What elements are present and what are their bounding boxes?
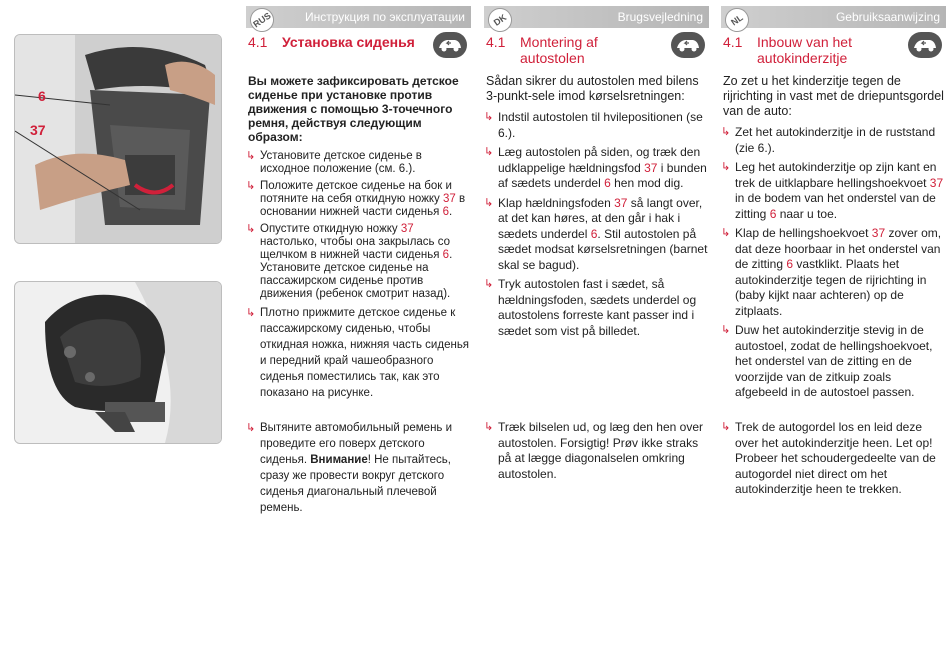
step-text: naar u toe. — [776, 206, 838, 221]
step-text: в основании нижней части сиденья — [260, 193, 466, 218]
section-title-ru: Установка сиденья — [282, 34, 415, 50]
car-rear-facing-icon — [671, 32, 705, 58]
section-head-ru — [246, 34, 471, 70]
steps2-list-nl — [721, 420, 946, 502]
step-text: vastklikt. Plaats het autokinderzitje tegen de rijrichting in (baby kijkt naar achteren) op de zitplaats. — [735, 257, 927, 318]
seat-base-illustration — [15, 35, 221, 243]
header-bar-ru — [246, 6, 471, 28]
step-text: Плотно прижмите детское сиденье к пассажирскому сиденью, чтобы откидная ножка, нижняя часть сиденья и передний край чашеобразного сиденья поместились так, как это показано на рисунке. — [260, 307, 470, 399]
section-number-nl: 4.1 — [723, 34, 743, 50]
step-item — [484, 420, 709, 482]
section-number-ru: 4.1 — [248, 34, 268, 50]
step-text: Установите детское сиденье в исходное положение (см. 6.). — [260, 150, 422, 175]
step-item — [721, 226, 946, 319]
part-reference: 6 — [442, 206, 449, 218]
part-reference: 37 — [443, 193, 456, 205]
step-item — [484, 196, 709, 274]
column-nl — [721, 6, 946, 496]
step-text: Træk bilselen ud, og læg den hen over autostolen. Forsigtig! Prøv ikke straks på at lægge diagonalselen omkring autostolen. — [498, 420, 704, 481]
section-head-nl — [721, 34, 946, 70]
step-text: настолько, чтобы она закрылась со щелчком в нижней части сиденья — [260, 236, 451, 261]
header-bar-dk — [484, 6, 709, 28]
step-item — [246, 223, 471, 301]
part-reference: 6 — [604, 176, 611, 190]
step-text: Klap de hellingshoekvoet — [735, 226, 872, 240]
step-text: Duw het autokinderzitje stevig in de autostoel, zodat de hellingshoekvoet, het onderstel van de zitting en de voorzijde van de zitkuip zoals afgebeeld in de autostoel passen. — [735, 323, 933, 399]
section-title-dk: Montering af autostolen — [520, 34, 598, 66]
steps2-list-dk — [484, 420, 709, 486]
photo-seat-installed — [14, 281, 222, 444]
photo-seat-base — [14, 34, 222, 244]
part-reference: 37 — [400, 223, 414, 235]
header-title-nl: Gebruiksaanwijzing — [835, 10, 940, 24]
lang-tag-dk: DK — [483, 3, 516, 36]
step-item — [484, 145, 709, 192]
intro-text-nl: Zo zet u het kinderzitje tegen de rijrichting in vast met de driepuntsgordel van de auto: — [723, 74, 944, 118]
step-item — [246, 420, 471, 516]
step-text: Положите детское сиденье на бок и потяните на себя откидную ножку — [260, 180, 452, 205]
part-reference: 6 — [442, 249, 450, 261]
step-text: ! Не пытайтесь, сразу же провести вокруг детского сиденья диагональный плечевой ремень. — [260, 454, 451, 514]
step-text: i bunden af sædets underdel — [498, 160, 707, 190]
part-reference: 37 — [929, 175, 944, 190]
part-reference: 37 — [644, 160, 658, 175]
steps-list-dk — [484, 110, 709, 339]
lang-tag-ru: RUS — [245, 3, 278, 36]
step-item — [721, 420, 946, 498]
step-item — [246, 150, 471, 176]
step-text: Trek de autogordel los en leid deze over het autokinderzitje heen. Let op! Probeer het schoudergedeelte van de autogordel niet direct om het autokinderzitje heen te trekken. — [735, 420, 936, 496]
intro-text-ru: Вы можете зафиксировать детское сиденье при установке против движения с помощью 3-точечного ремня, действуя следующим образом: — [248, 74, 459, 144]
part-reference: 6 — [769, 206, 777, 221]
step-text: Опустите откидную ножку — [260, 223, 401, 235]
part-reference: 6 — [590, 226, 598, 241]
callout-37: 37 — [30, 122, 46, 138]
column-ru — [246, 6, 471, 514]
step-text: Indstil autostolen til hvilepositionen (se 6.). — [498, 110, 703, 140]
step-text: Læg autostolen på siden, og træk den udklappelige hældningsfod — [498, 145, 701, 175]
warning-label: Внимание — [310, 454, 368, 466]
step-item — [484, 110, 709, 141]
car-rear-facing-icon — [908, 32, 942, 58]
step-text: . — [448, 206, 453, 218]
step-item — [721, 323, 946, 401]
step-text: zover om, dat deze hoorbaar in het onderstel van de zitting — [735, 226, 942, 271]
step-item — [484, 277, 709, 339]
step-text: Вытяните автомобильный ремень и проведите его поверх детского сиденья. — [260, 422, 453, 466]
steps2-list-ru — [246, 420, 471, 520]
installed-seat-illustration — [15, 282, 221, 443]
header-title-ru: Инструкция по эксплуатации — [304, 10, 465, 24]
step-text: Klap hældningsfoden — [498, 195, 615, 210]
step-text: hen mod dig. — [610, 176, 684, 190]
step-text: . Установите детское сиденье на пассажирском сиденье против движения (ребенок смотрит назад). — [260, 249, 453, 300]
column-dk — [484, 6, 709, 481]
header-title-dk: Brugsvejledning — [617, 10, 703, 24]
lang-tag-nl: NL — [720, 3, 753, 36]
step-text: . Stil autostolen på sædet modsat kørselsretningen (barnet skal se bagud). — [498, 226, 708, 272]
step-text: Leg het autokinderzitje op zijn kant en trek de uitklapbare hellingshoekvoet — [735, 160, 937, 190]
section-number-dk: 4.1 — [486, 34, 506, 50]
step-item — [721, 160, 946, 222]
intro-text-dk: Sådan sikrer du autostolen med bilens 3-punkt-sele imod kørselsretningen: — [486, 74, 699, 103]
part-reference: 37 — [871, 226, 886, 240]
header-bar-nl — [721, 6, 946, 28]
step-item — [246, 305, 471, 401]
section-title-nl: Inbouw van het autokinderzitje — [757, 34, 852, 66]
step-text: Tryk autostolen fast i sædet, så hældningsfoden, sædets underdel og autostolens forreste kant passer ind i sædet som vist på billedet. — [498, 277, 697, 338]
section-head-dk — [484, 34, 709, 70]
car-rear-facing-icon — [433, 32, 467, 58]
part-reference: 6 — [786, 257, 794, 271]
step-text: in de bodem van het onderstel van de zitting — [735, 191, 936, 221]
step-item — [246, 180, 471, 219]
step-item — [721, 125, 946, 156]
part-reference: 37 — [614, 195, 628, 210]
step-text: så langt over, at det kan høres, at den går i hak i sædets underdel — [498, 195, 703, 241]
step-text: Zet het autokinderzitje in de ruststand (zie 6.). — [735, 125, 936, 155]
steps-list-nl — [721, 125, 946, 401]
callout-6: 6 — [38, 88, 46, 104]
steps-list-ru — [246, 150, 471, 401]
